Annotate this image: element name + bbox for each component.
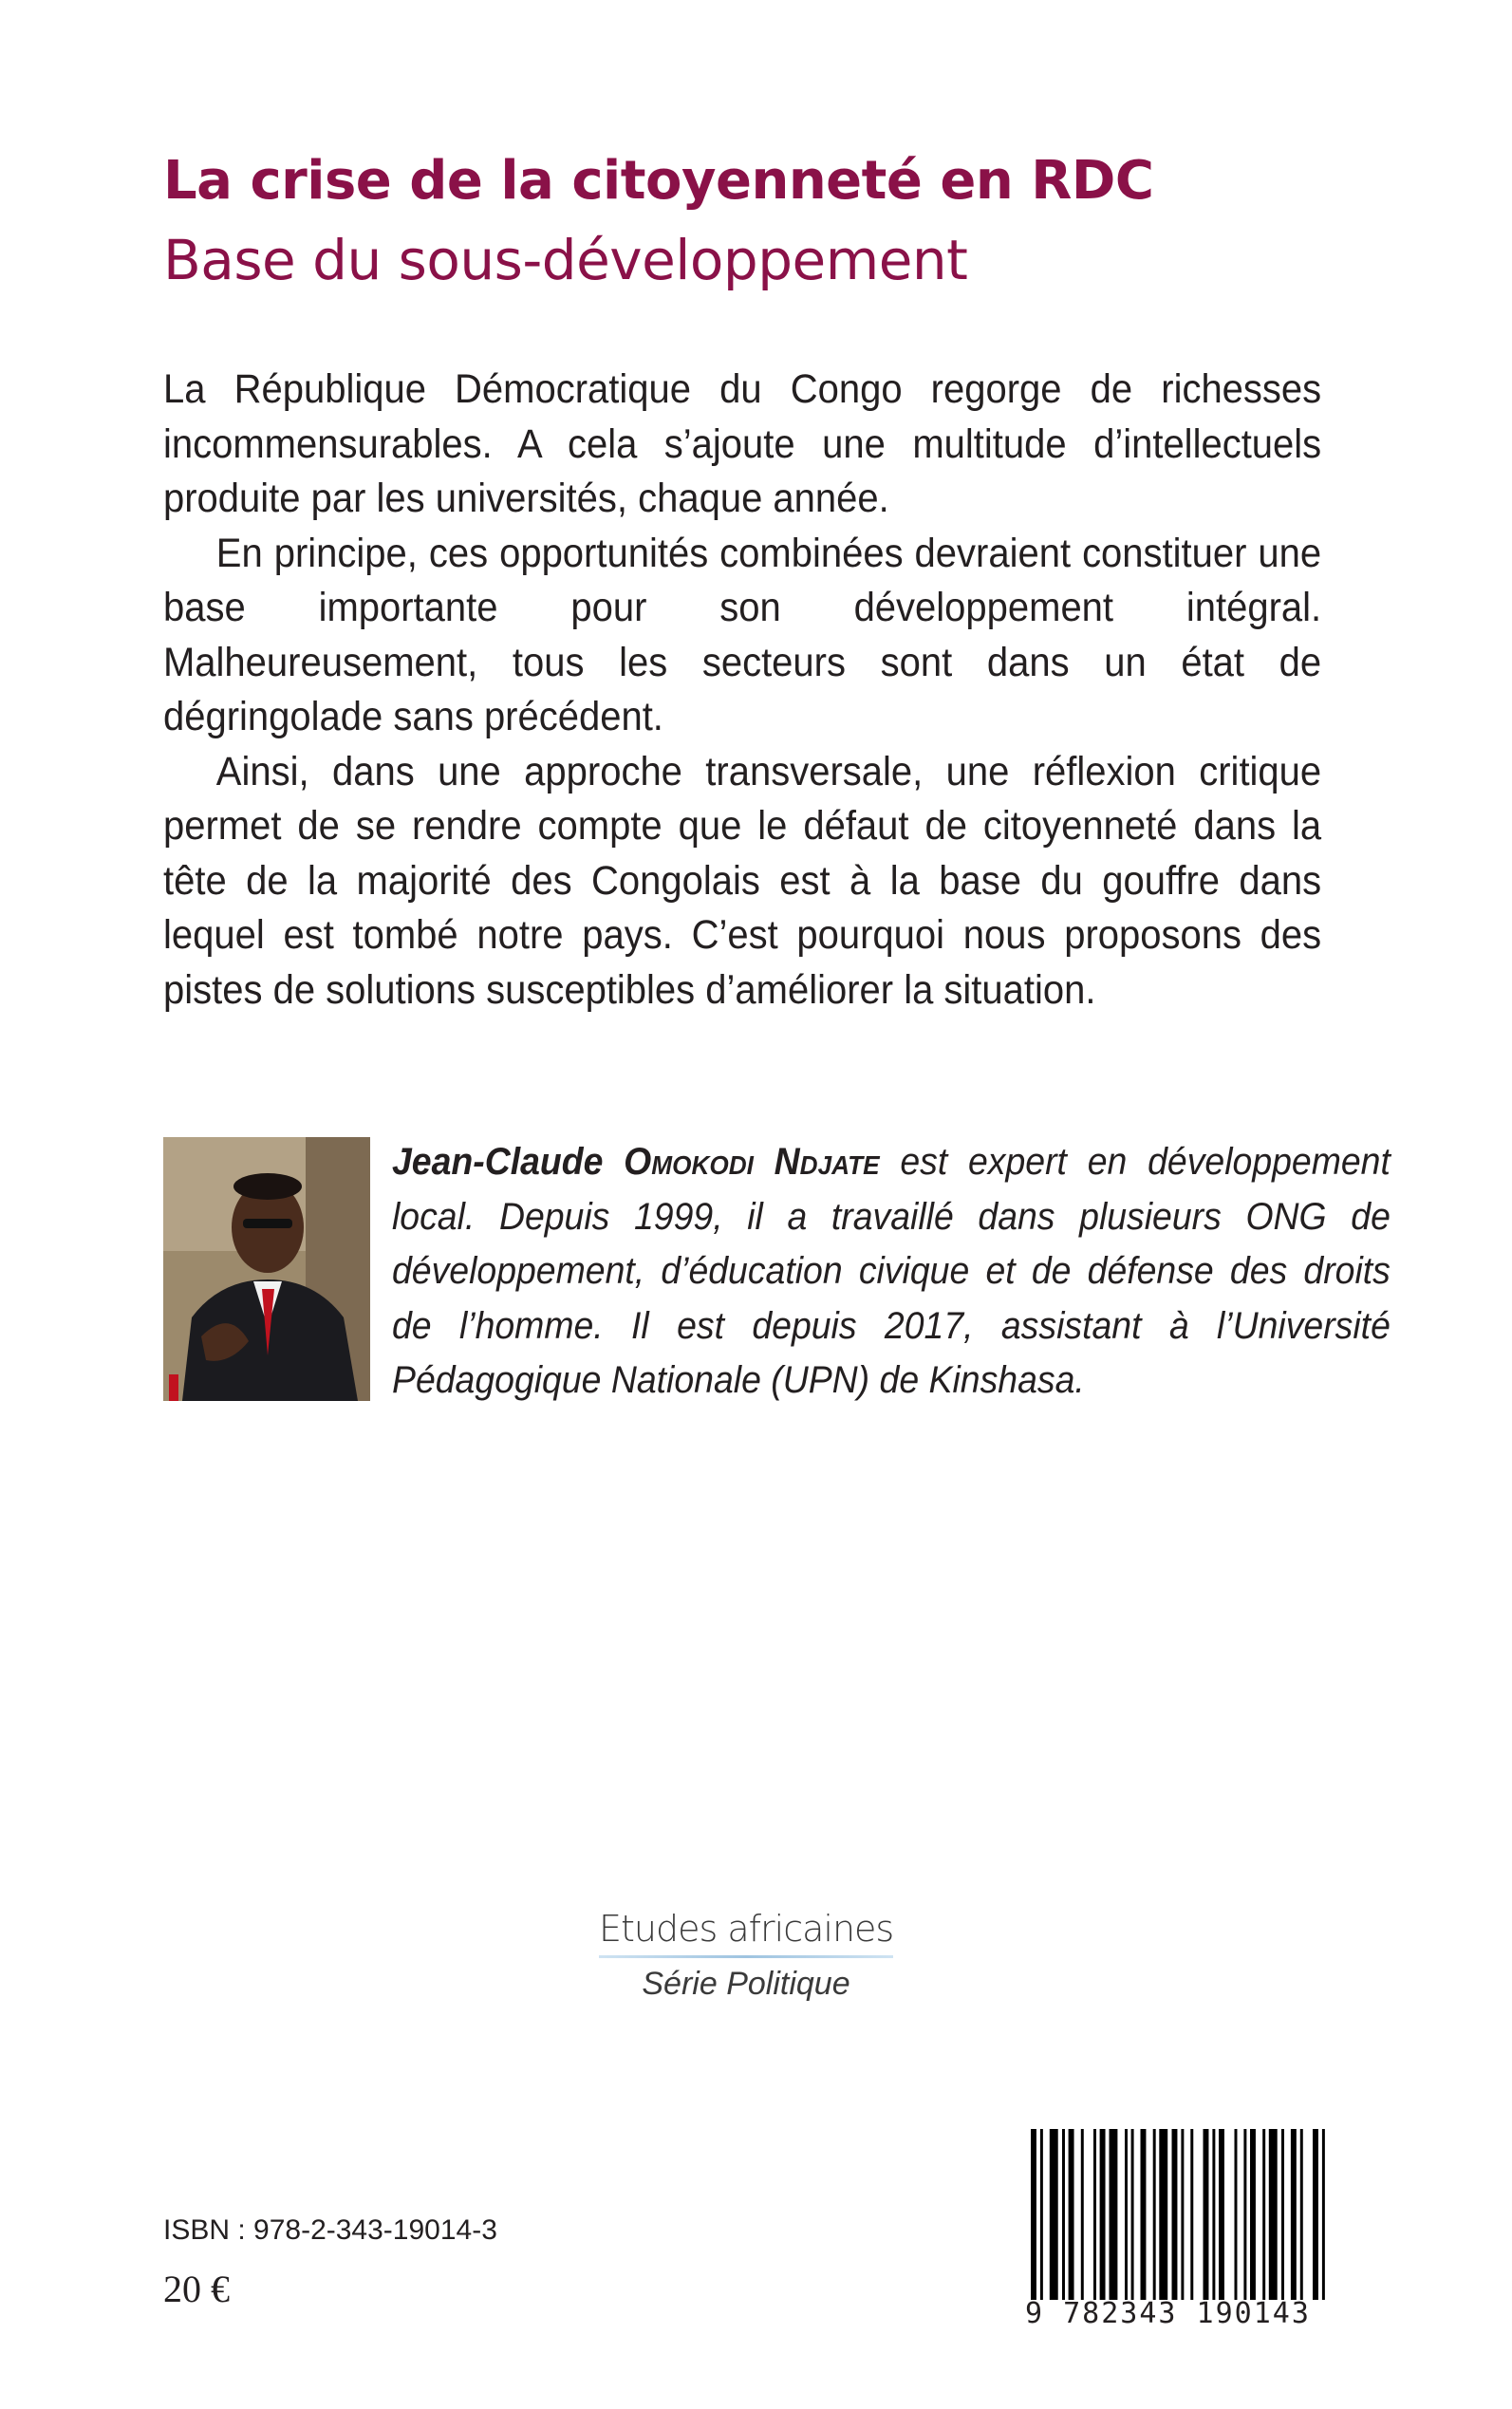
barcode-bar bbox=[1190, 2129, 1193, 2314]
book-title: La crise de la citoyenneté en RDC bbox=[163, 150, 1154, 212]
barcode-bar bbox=[1131, 2129, 1134, 2314]
blurb-paragraph-3: Ainsi, dans une approche transversale, une réflexion critique permet de se rendre compte que le défaut de citoyenneté dans la tête de la majorité des Congolais est à la base du gouffre dans lequel est tombé notre pays. C’est pourquoi nous proposons des pistes de solutions susceptibles d’améliorer la situation. bbox=[163, 748, 1322, 1013]
series-divider bbox=[599, 1955, 893, 1958]
barcode-bar bbox=[1093, 2129, 1096, 2314]
author-bio-text: est expert en développement local. Depuis 1999, il a travaillé dans plusieurs ONG de développement, d’éducation civique et de défense des droits de l’homme. Il est depuis 2017, assistant à l’Université Pédagogique Nationale (UPN) de Kinshasa. bbox=[392, 1141, 1391, 1401]
book-subtitle: Base du sous-développement bbox=[163, 228, 968, 292]
barcode-bar bbox=[1069, 2129, 1074, 2314]
barcode-digits: 9 782343 190143 bbox=[1025, 2300, 1331, 2328]
author-first-name: Jean-Claude bbox=[392, 1141, 604, 1183]
barcode-bar bbox=[1062, 2129, 1065, 2314]
series-title: Etudes africaines bbox=[599, 1908, 894, 1950]
barcode-bar bbox=[1125, 2129, 1128, 2314]
barcode-bar bbox=[1322, 2129, 1325, 2314]
barcode-bar bbox=[1172, 2129, 1178, 2314]
barcode-bar bbox=[1262, 2129, 1265, 2314]
barcode-bar bbox=[1100, 2129, 1106, 2314]
barcode bbox=[1025, 2129, 1331, 2330]
barcode-bar bbox=[1050, 2129, 1058, 2314]
series-block bbox=[599, 1908, 893, 2003]
back-cover-blurb bbox=[163, 363, 1321, 1018]
barcode-bar bbox=[1181, 2129, 1184, 2314]
barcode-bar bbox=[1031, 2129, 1036, 2314]
barcode-bar bbox=[1300, 2129, 1303, 2314]
barcode-bar bbox=[1204, 2129, 1209, 2314]
barcode-bar bbox=[1313, 2129, 1318, 2314]
barcode-bar bbox=[1269, 2129, 1278, 2314]
isbn-label: ISBN : 978-2-343-19014-3 bbox=[163, 2214, 497, 2246]
barcode-bar bbox=[1281, 2129, 1284, 2314]
barcode-bar bbox=[1040, 2129, 1043, 2314]
price-label: 20 € bbox=[163, 2268, 230, 2310]
barcode-bar bbox=[1243, 2129, 1246, 2314]
author-bio bbox=[392, 1135, 1391, 1409]
author-last-name: Omokodi Ndjate bbox=[624, 1141, 880, 1183]
barcode-bar bbox=[1291, 2129, 1297, 2314]
barcode-bar bbox=[1110, 2129, 1118, 2314]
barcode-bar bbox=[1141, 2129, 1147, 2314]
barcode-bar bbox=[1235, 2129, 1238, 2314]
barcode-bar bbox=[1250, 2129, 1256, 2314]
barcode-bars bbox=[1025, 2129, 1331, 2314]
barcode-bar bbox=[1219, 2129, 1224, 2314]
barcode-bar bbox=[1212, 2129, 1215, 2314]
author-photo bbox=[163, 1137, 370, 1401]
series-subtitle: Série Politique bbox=[642, 1966, 850, 2002]
barcode-bar bbox=[1153, 2129, 1156, 2314]
blurb-paragraph-1: La République Démocratique du Congo regorge de richesses incommensurables. A cela s’ajoute une multitude d’intellectuels produite par les universités, chaque année. bbox=[163, 366, 1322, 521]
blurb-paragraph-2: En principe, ces opportunités combinées devraient constituer une base importante pour son développement intégral. Malheureusement, tous les secteurs sont dans un état de dégringolade sans précédent. bbox=[163, 530, 1322, 739]
barcode-bar bbox=[1159, 2129, 1167, 2314]
barcode-bar bbox=[1081, 2129, 1084, 2314]
